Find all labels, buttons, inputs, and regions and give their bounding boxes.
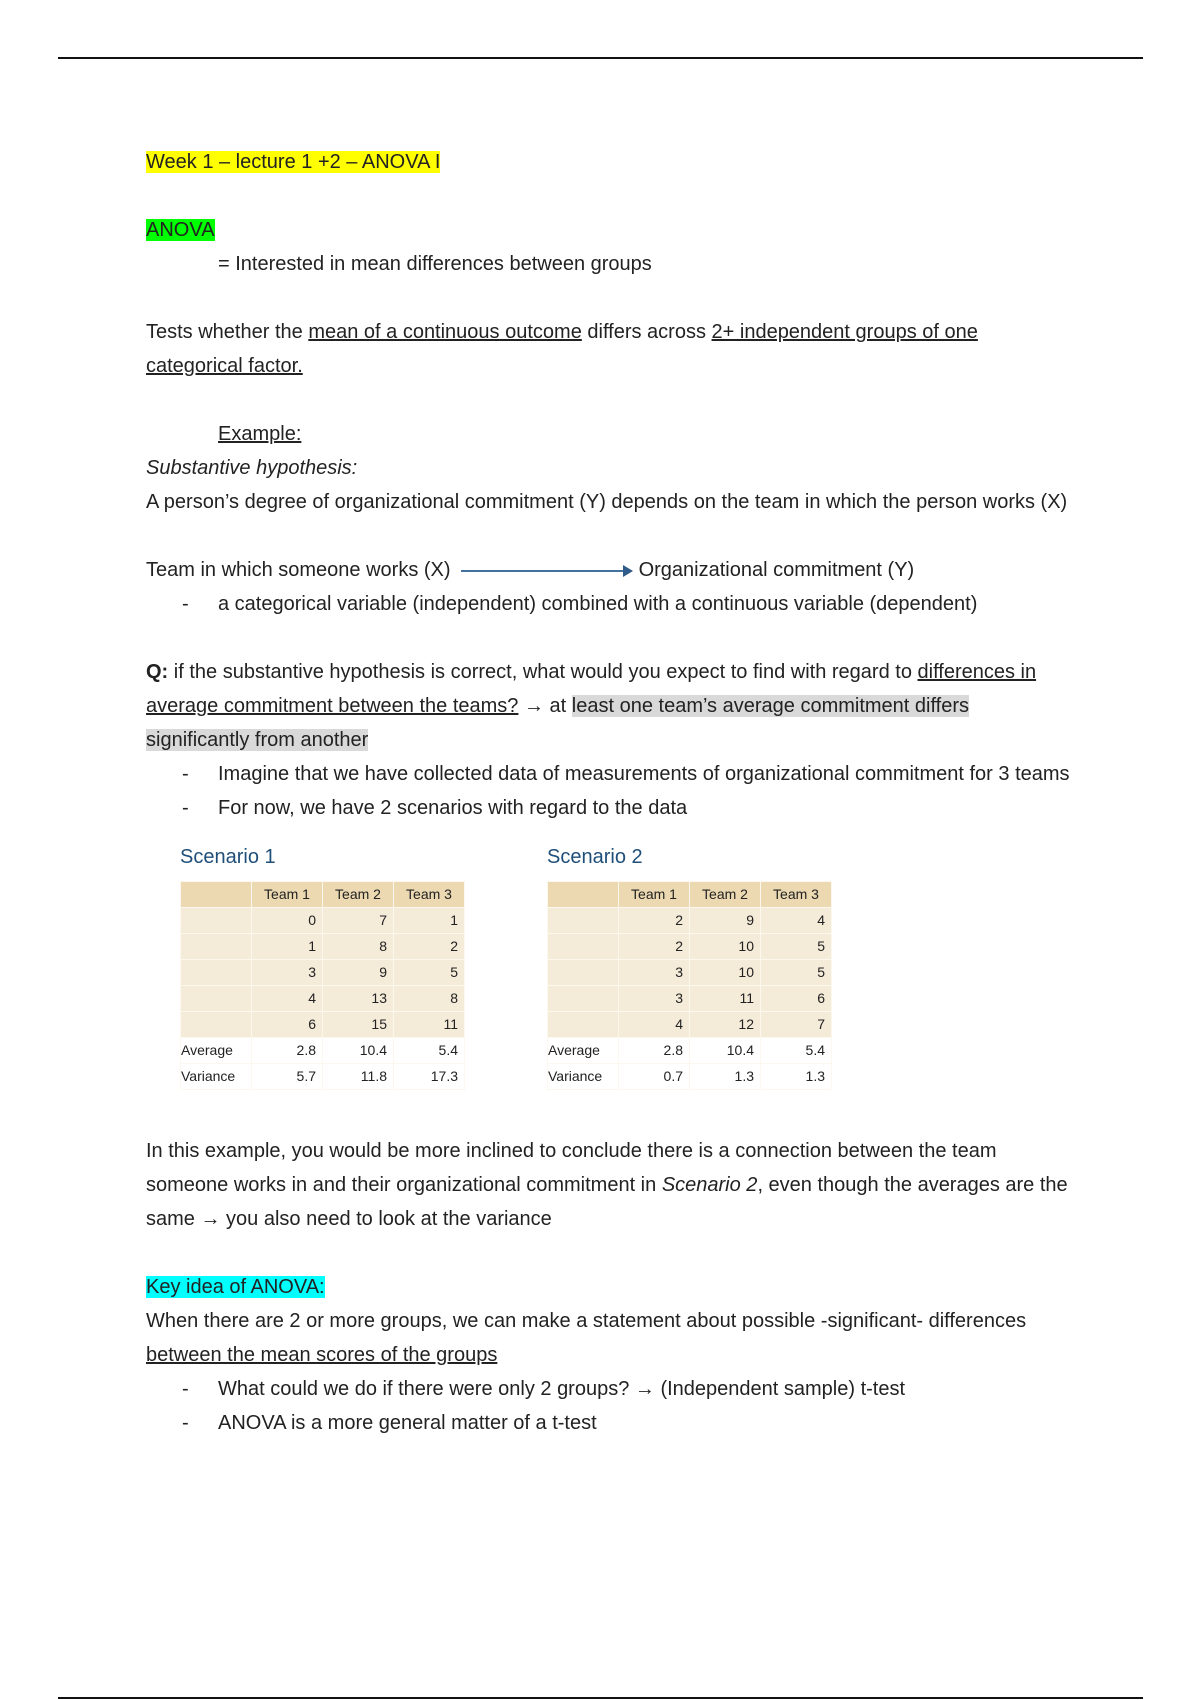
table-cell <box>548 960 619 986</box>
table-row <box>548 934 832 960</box>
table-cell: 11.8 <box>323 1064 394 1090</box>
relation-right: Organizational commitment (Y) <box>638 559 915 581</box>
list-item <box>146 1406 1076 1440</box>
table-cell: 10.4 <box>690 1038 761 1064</box>
table-cell: 2.8 <box>252 1038 323 1064</box>
table-cell: 13 <box>323 986 394 1012</box>
key-idea-underline: between the mean scores of the groups <box>146 1344 498 1366</box>
scenario-tables <box>180 843 1076 1090</box>
table-header-cell: Team 2 <box>690 882 761 908</box>
table-cell: 1 <box>252 934 323 960</box>
key-idea-line <box>146 1270 1076 1304</box>
table-header-cell: Team 1 <box>619 882 690 908</box>
key-bullet-2: ANOVA is a more general matter of a t-test <box>218 1412 597 1434</box>
table-cell: 6 <box>761 986 832 1012</box>
question-underline: differences in average commitment between the teams? <box>146 661 1037 717</box>
scenario-1 <box>180 843 465 1090</box>
table-header-row <box>548 882 832 908</box>
tests-text-1: Tests whether the <box>146 321 309 343</box>
question-bullet-2: For now, we have 2 scenarios with regard to the data <box>218 797 688 819</box>
table-row <box>181 960 465 986</box>
table-cell <box>181 960 252 986</box>
table-cell: 2.8 <box>619 1038 690 1064</box>
page-heading: Week 1 – lecture 1 +2 – ANOVA I <box>146 151 441 173</box>
table-header-cell: Team 3 <box>394 882 465 908</box>
example-label-text: Example: <box>218 423 302 445</box>
table-cell: Average <box>548 1038 619 1064</box>
tests-underline-2: 2+ independent groups of one categorical factor. <box>146 321 978 377</box>
table-row <box>181 908 465 934</box>
bullet-dash: - <box>182 797 189 819</box>
table-cell: 5.7 <box>252 1064 323 1090</box>
table-cell: 3 <box>252 960 323 986</box>
table-header-row <box>181 882 465 908</box>
table-cell: 2 <box>619 908 690 934</box>
bullet-dash: - <box>182 593 189 615</box>
table-cell: 4 <box>619 1012 690 1038</box>
table-cell: Variance <box>181 1064 252 1090</box>
key-bullet-1: What could we do if there were only 2 groups? → (Independent sample) t-test <box>218 1378 906 1400</box>
table-cell <box>548 882 619 908</box>
tests-underline-1: mean of a continuous outcome <box>308 321 582 343</box>
list-item <box>146 791 1076 825</box>
table-cell: Variance <box>548 1064 619 1090</box>
table-cell: 3 <box>619 960 690 986</box>
table-row <box>181 1012 465 1038</box>
example-label <box>146 417 1076 451</box>
table-cell: 8 <box>394 986 465 1012</box>
table-row <box>181 934 465 960</box>
scenario-1-title: Scenario 1 <box>180 846 276 868</box>
key-idea-label: Key idea of ANOVA: <box>146 1276 325 1298</box>
table-cell <box>548 1012 619 1038</box>
table-cell: 9 <box>323 960 394 986</box>
table-row <box>548 908 832 934</box>
table-cell: 6 <box>252 1012 323 1038</box>
average-row <box>181 1038 465 1064</box>
table-row <box>181 986 465 1012</box>
question-answer: least one team’s average commitment differs significantly from another <box>146 695 970 751</box>
table-cell: 10 <box>690 934 761 960</box>
table-cell: 1 <box>394 908 465 934</box>
bullet-dash: - <box>182 1378 189 1400</box>
scenario-2 <box>547 843 832 1090</box>
table-cell: 5 <box>761 960 832 986</box>
conclusion-text-1: In this example, you would be more inclined to conclude there is a connection between the team someone works in and their organizational commitment in <box>146 1140 997 1196</box>
table-cell: 5 <box>394 960 465 986</box>
conclusion-text-2: , even though the averages are the same → you also need to look at the variance <box>146 1174 1068 1230</box>
variance-row <box>181 1064 465 1090</box>
substantive-label <box>146 451 1076 485</box>
table-cell <box>181 882 252 908</box>
tests-paragraph <box>146 315 1076 383</box>
table-cell: 2 <box>619 934 690 960</box>
table-cell: 5.4 <box>761 1038 832 1064</box>
scenario-1-table <box>180 881 465 1090</box>
substantive-label-text: Substantive hypothesis: <box>146 457 358 479</box>
scenario-2-table <box>547 881 832 1090</box>
list-item <box>146 757 1076 791</box>
table-cell: 10 <box>690 960 761 986</box>
table-cell: 11 <box>394 1012 465 1038</box>
table-cell: 10.4 <box>323 1038 394 1064</box>
table-header-cell: Team 1 <box>252 882 323 908</box>
table-cell: 8 <box>323 934 394 960</box>
anova-definition: = Interested in mean differences between groups <box>218 253 652 275</box>
table-cell: 15 <box>323 1012 394 1038</box>
table-cell: 17.3 <box>394 1064 465 1090</box>
anova-tag-line <box>146 213 1076 247</box>
question-paragraph <box>146 655 1076 757</box>
table-cell <box>548 908 619 934</box>
table-cell: 5.4 <box>394 1038 465 1064</box>
table-cell: 12 <box>690 1012 761 1038</box>
table-cell: 0.7 <box>619 1064 690 1090</box>
relation-left: Team in which someone works (X) <box>146 559 451 581</box>
table-cell: 3 <box>619 986 690 1012</box>
scenario-2-title: Scenario 2 <box>547 846 643 868</box>
list-item <box>146 587 1076 621</box>
table-header-cell: Team 2 <box>323 882 394 908</box>
list-item <box>146 1372 1076 1406</box>
table-cell: 1.3 <box>690 1064 761 1090</box>
tests-text-2: differs across <box>581 321 712 343</box>
table-cell: 4 <box>761 908 832 934</box>
document-body <box>146 145 1076 1440</box>
table-cell <box>181 986 252 1012</box>
table-cell: 1.3 <box>761 1064 832 1090</box>
heading-line <box>146 145 1076 179</box>
table-cell: 0 <box>252 908 323 934</box>
table-cell <box>181 934 252 960</box>
table-row <box>548 960 832 986</box>
average-row <box>548 1038 832 1064</box>
arrow-icon <box>461 570 631 572</box>
key-idea-paragraph <box>146 1304 1076 1372</box>
bullet-dash: - <box>182 1412 189 1434</box>
top-rule <box>58 57 1143 59</box>
table-cell: 7 <box>761 1012 832 1038</box>
relation-line <box>146 553 1076 587</box>
table-cell <box>548 934 619 960</box>
question-bullets <box>146 757 1076 825</box>
anova-tag: ANOVA <box>146 219 215 241</box>
question-arrow: → at <box>518 695 572 717</box>
table-cell: 11 <box>690 986 761 1012</box>
conclusion-paragraph <box>146 1134 1076 1236</box>
key-bullets <box>146 1372 1076 1440</box>
table-header-cell: Team 3 <box>761 882 832 908</box>
table-cell <box>181 908 252 934</box>
key-idea-text: When there are 2 or more groups, we can make a statement about possible -significant- differences <box>146 1310 1027 1332</box>
table-cell: 5 <box>761 934 832 960</box>
bottom-rule <box>58 1697 1143 1699</box>
relation-bullet-text: a categorical variable (independent) combined with a continuous variable (dependent) <box>218 593 978 615</box>
variance-row <box>548 1064 832 1090</box>
question-text: if the substantive hypothesis is correct, what would you expect to find with regard to <box>168 661 918 683</box>
table-row <box>548 1012 832 1038</box>
question-bullet-1: Imagine that we have collected data of measurements of organizational commitment for 3 teams <box>218 763 1070 785</box>
substantive-text: A person’s degree of organizational commitment (Y) depends on the team in which the person works (X) <box>146 491 1068 513</box>
question-label: Q: <box>146 661 169 683</box>
table-cell <box>548 986 619 1012</box>
table-cell: Average <box>181 1038 252 1064</box>
table-cell: 4 <box>252 986 323 1012</box>
table-row <box>548 986 832 1012</box>
relation-bullets <box>146 587 1076 621</box>
bullet-dash: - <box>182 763 189 785</box>
conclusion-italic: Scenario 2 <box>661 1174 758 1196</box>
table-cell <box>181 1012 252 1038</box>
table-cell: 7 <box>323 908 394 934</box>
table-cell: 2 <box>394 934 465 960</box>
table-cell: 9 <box>690 908 761 934</box>
